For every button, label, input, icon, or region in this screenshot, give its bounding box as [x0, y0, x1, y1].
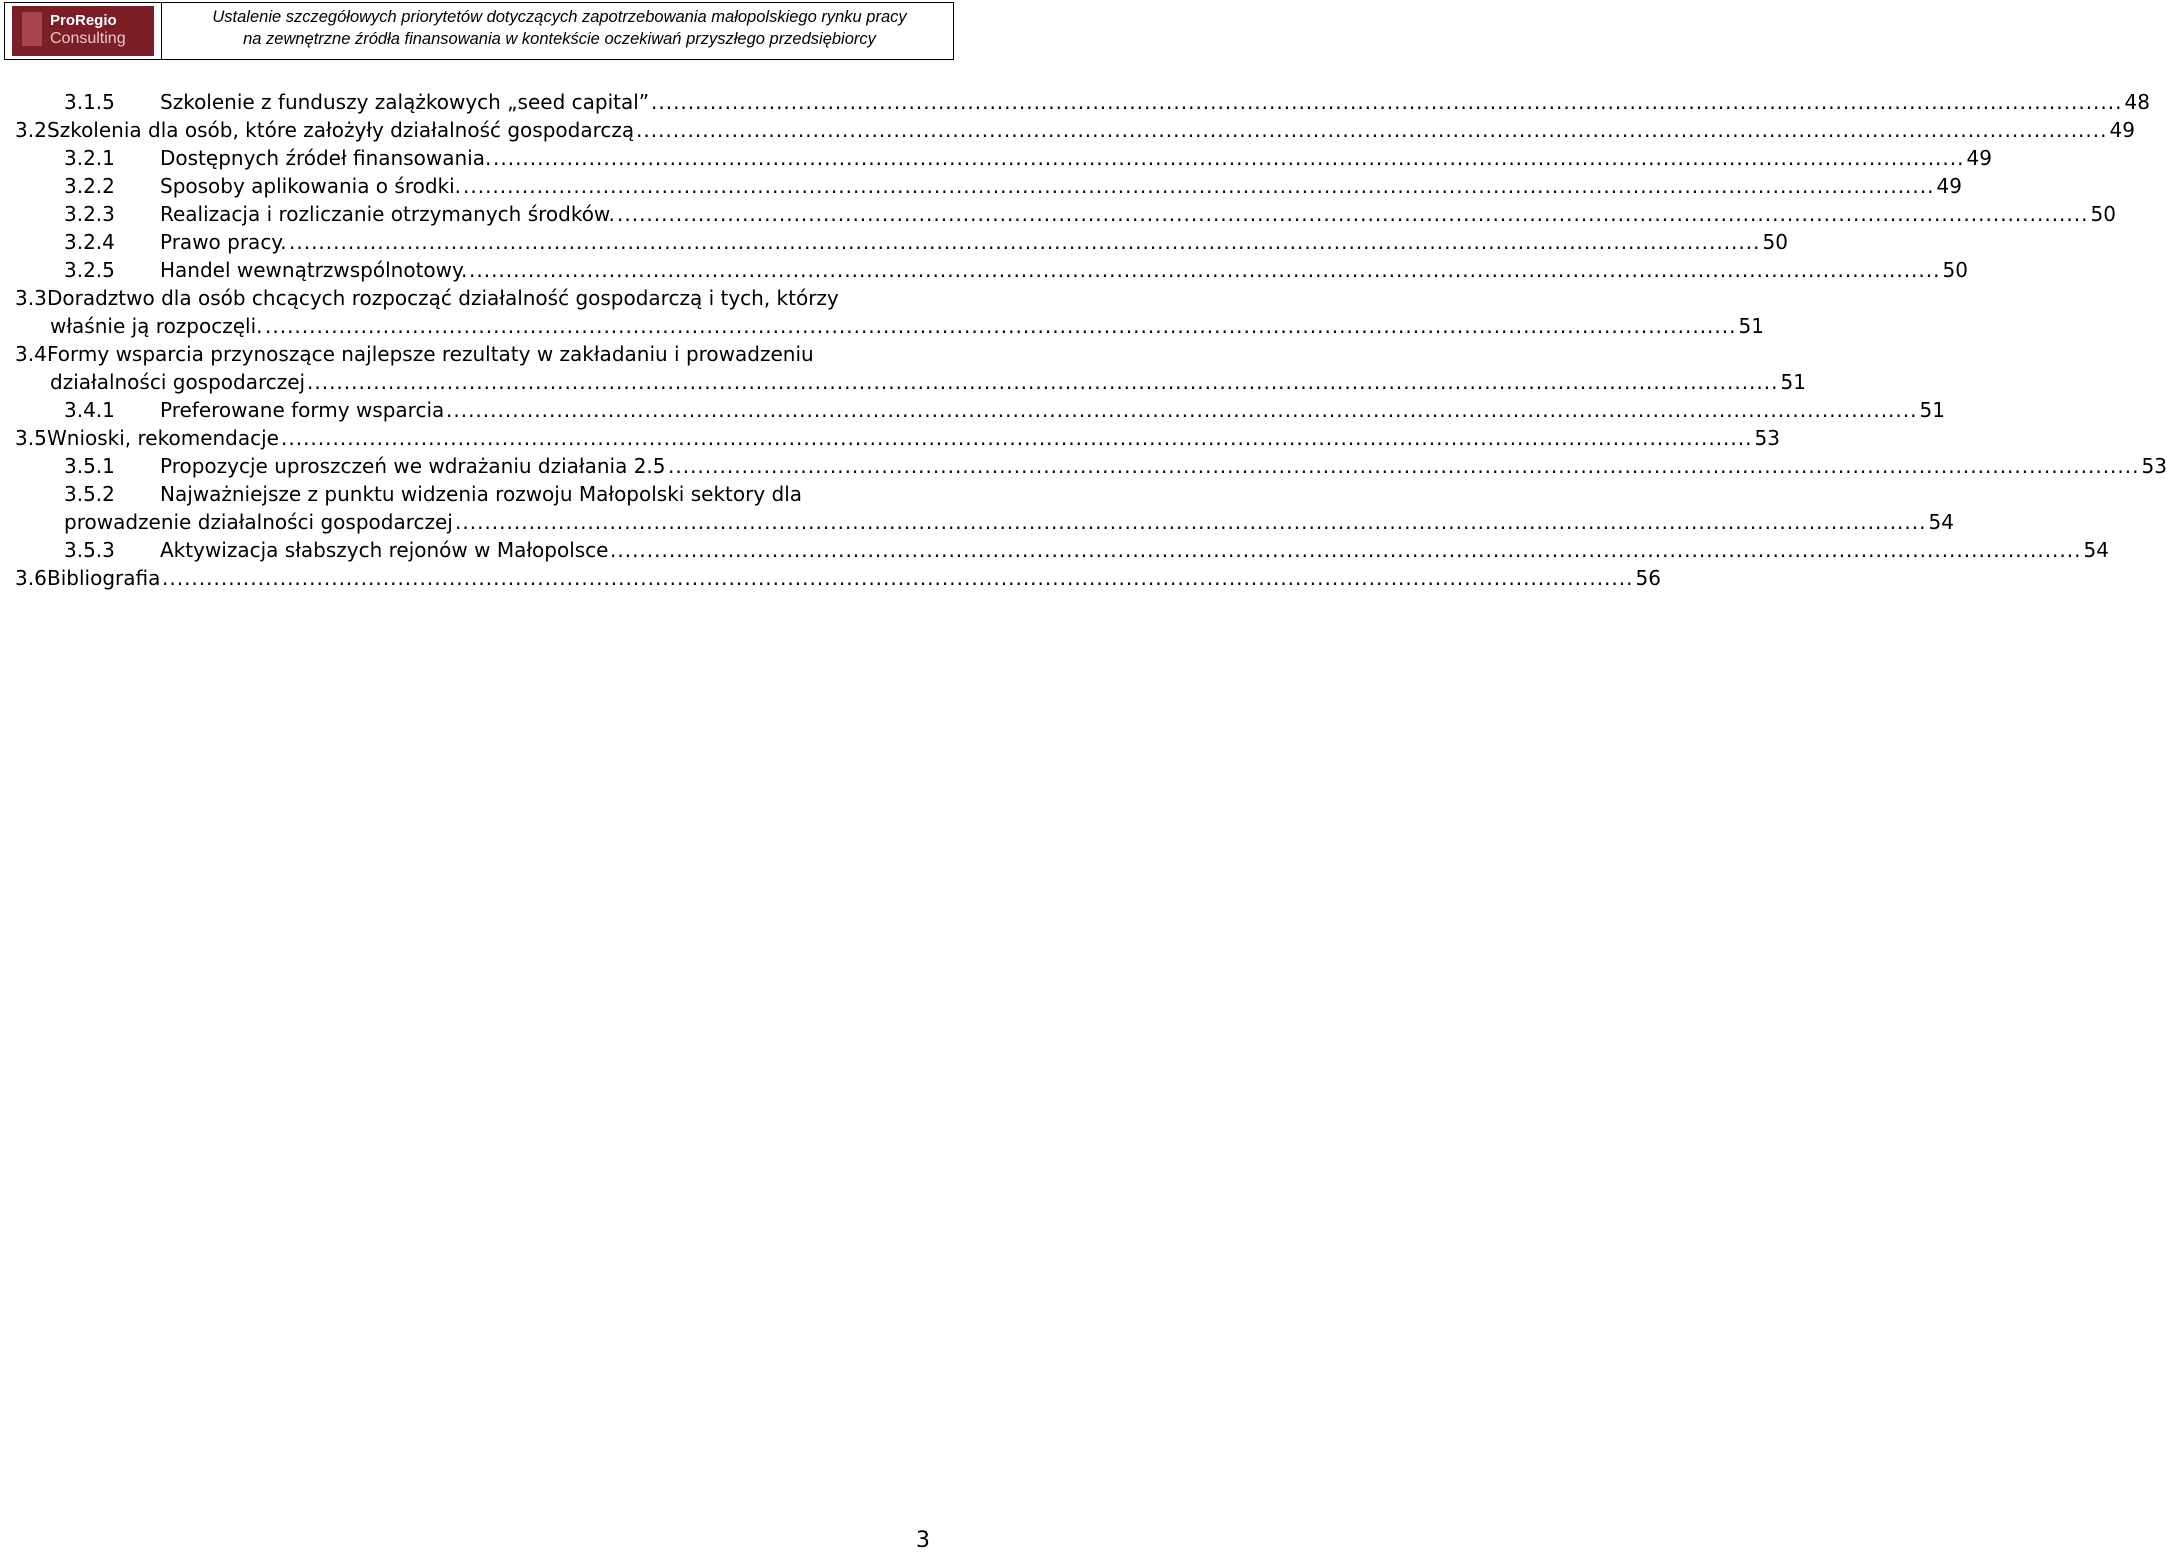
toc-entry-number: 3.5.2: [64, 482, 115, 506]
toc-entry-title: Sposoby aplikowania o środki.: [160, 174, 462, 198]
page-number: 3: [916, 1528, 930, 1553]
toc-entry-page: 49: [2109, 118, 2135, 142]
toc-entry[interactable]: [0, 284, 928, 312]
toc-entry-page: 51: [1738, 314, 1764, 338]
toc-dot-leader: ........................................................................................................................................................................................................: [668, 454, 2140, 478]
toc-entry-title: Najważniejsze z punktu widzenia rozwoju Małopolski sektory dla: [160, 482, 803, 506]
toc-entry-title: Doradztwo dla osób chcących rozpocząć działalność gospodarczą i tych, którzy: [47, 286, 839, 310]
toc-entry-page: 56: [1635, 566, 1661, 590]
toc-entry-number: 3.4: [15, 342, 47, 366]
toc-entry[interactable]: [0, 564, 1661, 592]
toc-entry[interactable]: [0, 256, 1968, 284]
toc-entry-number: 3.4.1: [64, 398, 115, 422]
toc-entry[interactable]: [0, 200, 2116, 228]
toc-entry-page: 50: [2090, 202, 2116, 226]
document-title: [162, 3, 953, 59]
toc-entry-page: 51: [1780, 370, 1806, 394]
toc-entry-title-continued: prowadzenie działalności gospodarczej: [64, 510, 453, 534]
document-title-line-2: na zewnętrzne źródła finansowania w kontekście oczekiwań przyszłego przedsiębiorcy: [243, 30, 876, 48]
toc-entry[interactable]: [0, 480, 928, 508]
toc-entry-title-continued: działalności gospodarczej: [50, 370, 306, 394]
toc-entry-page: 51: [1919, 398, 1945, 422]
toc-dot-leader: ........................................................................................................................................................................................................: [265, 314, 1737, 338]
toc-entry-number: 3.6: [15, 566, 47, 590]
toc-entry-number: 3.5: [15, 426, 47, 450]
toc-entry-page: 54: [1928, 510, 1954, 534]
toc-dot-leader: ........................................................................................................................................................................................................: [446, 398, 1918, 422]
toc-entry-page: 50: [1762, 230, 1788, 254]
toc-entry-title: Aktywizacja słabszych rejonów w Małopolsce: [160, 538, 609, 562]
logo-mark-icon: [22, 12, 42, 46]
toc-entry-title: Realizacja i rozliczanie otrzymanych środków.: [160, 202, 615, 226]
toc-dot-leader: ........................................................................................................................................................................................................: [610, 538, 2082, 562]
toc-entry[interactable]: [0, 396, 1945, 424]
toc-entry-title-continued: właśnie ją rozpoczęli.: [50, 314, 263, 338]
toc-entry-page: 49: [1966, 146, 1992, 170]
toc-entry-number: 3.2.3: [64, 202, 115, 226]
toc-dot-leader: ........................................................................................................................................................................................................: [307, 370, 1779, 394]
toc-entry[interactable]: [0, 228, 1788, 256]
toc-entry-number: 3.2: [15, 118, 47, 142]
toc-entry[interactable]: [0, 536, 2109, 564]
toc-dot-leader: ........................................................................................................................................................................................................: [455, 510, 1927, 534]
toc-dot-leader: ........................................................................................................................................................................................................: [463, 174, 1935, 198]
toc-entry-number: 3.2.4: [64, 230, 115, 254]
toc-entry-title: Szkolenia dla osób, które założyły działalność gospodarczą: [47, 118, 635, 142]
toc-entry[interactable]: [0, 340, 928, 368]
toc-entry-title: Prawo pracy.: [160, 230, 287, 254]
toc-entry-page: 53: [1754, 426, 1780, 450]
toc-entry[interactable]: [0, 144, 1992, 172]
toc-entry[interactable]: [0, 452, 2167, 480]
toc-entry[interactable]: [0, 116, 2135, 144]
toc-entry-number: 3.2.1: [64, 146, 115, 170]
logo-badge: [12, 6, 154, 56]
toc-entry-page: 49: [1936, 174, 1962, 198]
toc-entry-title: Dostępnych źródeł finansowania.: [160, 146, 492, 170]
toc-entry-continuation[interactable]: [0, 508, 1954, 536]
toc-entry-page: 48: [2124, 90, 2150, 114]
toc-dot-leader: ........................................................................................................................................................................................................: [493, 146, 1965, 170]
toc-dot-leader: ........................................................................................................................................................................................................: [469, 258, 1941, 282]
toc-dot-leader: ........................................................................................................................................................................................................: [281, 426, 1753, 450]
logo-name: ProRegio: [50, 12, 117, 29]
toc-entry-page: 53: [2141, 454, 2167, 478]
toc-entry-title: Szkolenie z funduszy zalążkowych „seed capital”: [160, 90, 650, 114]
toc-entry-page: 50: [1942, 258, 1968, 282]
toc-entry-title: Formy wsparcia przynoszące najlepsze rezultaty w zakładaniu i prowadzeniu: [47, 342, 814, 366]
toc-entry-title: Bibliografia: [47, 566, 161, 590]
toc-entry-continuation[interactable]: [0, 368, 1806, 396]
toc-entry[interactable]: [0, 88, 2150, 116]
toc-entry-title: Handel wewnątrzwspólnotowy.: [160, 258, 468, 282]
toc-entry-title: Propozycje uproszczeń we wdrażaniu działania 2.5: [160, 454, 666, 478]
page-header: [4, 2, 954, 60]
toc-entry-number: 3.3: [15, 286, 47, 310]
toc-dot-leader: ........................................................................................................................................................................................................: [289, 230, 1761, 254]
toc-entry-continuation[interactable]: [0, 312, 1764, 340]
toc-entry-title: Wnioski, rekomendacje: [47, 426, 279, 450]
toc-dot-leader: ........................................................................................................................................................................................................: [651, 90, 2123, 114]
toc-entry-number: 3.2.2: [64, 174, 115, 198]
toc-entry[interactable]: [0, 172, 1962, 200]
toc-dot-leader: ........................................................................................................................................................................................................: [636, 118, 2108, 142]
document-title-line-1: Ustalenie szczegółowych priorytetów dotyczących zapotrzebowania małopolskiego rynku pracy: [212, 8, 907, 26]
toc-entry-number: 3.5.1: [64, 454, 115, 478]
toc-entry-number: 3.1.5: [64, 90, 115, 114]
toc-entry-number: 3.2.5: [64, 258, 115, 282]
toc-dot-leader: ........................................................................................................................................................................................................: [162, 566, 1634, 590]
toc-entry-number: 3.5.3: [64, 538, 115, 562]
toc-entry-title: Preferowane formy wsparcia: [160, 398, 445, 422]
company-logo: [5, 3, 162, 59]
toc-dot-leader: ........................................................................................................................................................................................................: [617, 202, 2089, 226]
toc-entry[interactable]: [0, 424, 1780, 452]
logo-subname: Consulting: [50, 30, 126, 47]
toc-entry-page: 54: [2083, 538, 2109, 562]
